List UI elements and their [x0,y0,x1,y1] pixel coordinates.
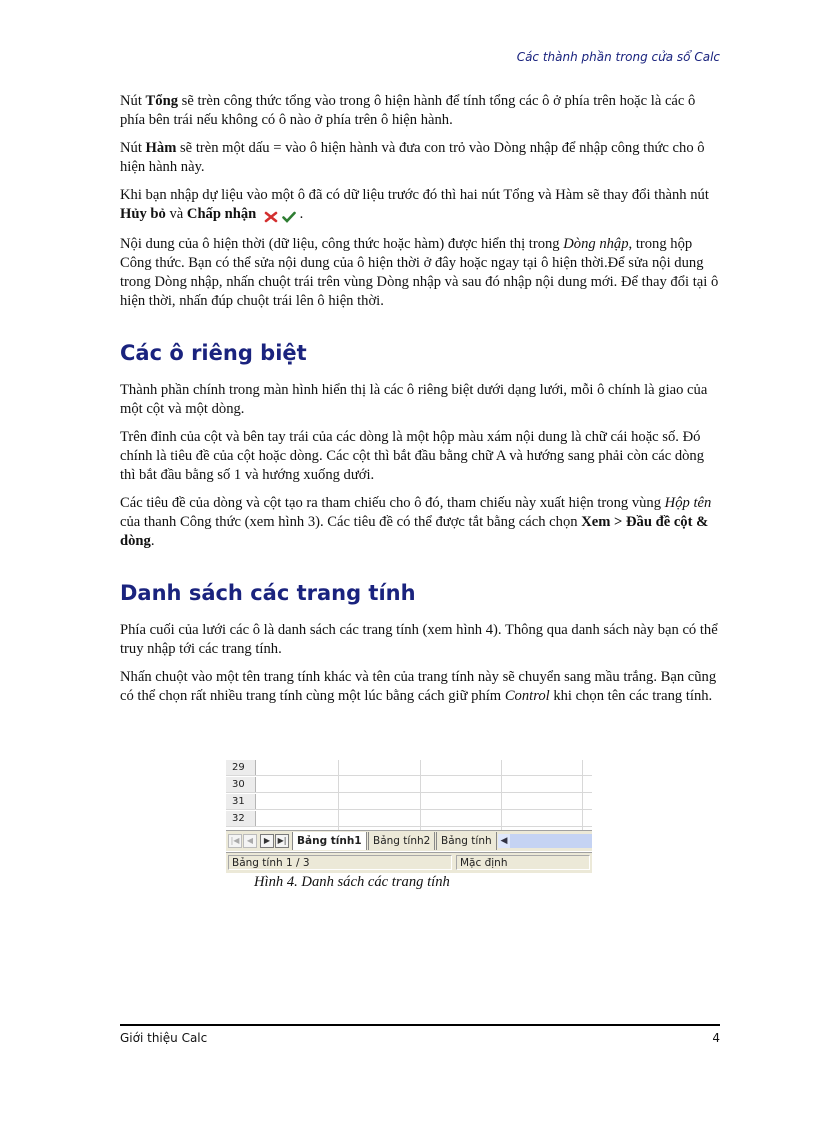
row-header[interactable]: 31 [226,794,256,809]
cell-grid [226,760,592,830]
first-sheet-icon[interactable]: |◀ [228,834,242,848]
next-sheet-icon[interactable]: ▶ [260,834,274,848]
section-heading-sheets: Danh sách các trang tính [120,581,416,605]
paragraph-cells-headers: Trên đỉnh của cột và bên tay trái của các dòng là một hộp màu xám nội dung là chữ cái hoặc số. Đó chính là tiêu đề của cột hoặc dòng. Các cột thì bắt đầu bằng chữ A và hướng sang phải còn các dòng thì bắt đầu bằng số 1 và hướng xuống dưới. [120,429,705,483]
paragraph-sum-button: Nút Tổng sẽ trèn công thức tổng vào trong ô hiện hành để tính tổng các ô ở phía trên hoặc là các ô phía bên trái nếu không có ô nào ở phía trên ô hiện hành. [120,93,696,128]
grid-row [226,777,592,793]
italic-term: Hộp tên [664,495,712,511]
tab-sheet-1[interactable]: Bảng tính1 [292,832,367,850]
sheet-tabs-figure [226,760,592,874]
row-header[interactable]: 32 [226,811,256,826]
status-sheet-count: Bảng tính 1 / 3 [228,855,452,870]
bold-term: Hủy bỏ [120,206,166,222]
paragraph-function-button: Nút Hàm sẽ trèn một dấu = vào ô hiện hành và đưa con trỏ vào Dòng nhập để nhập công thức cho ô hiện hành này. [120,140,705,175]
horizontal-scrollbar[interactable] [498,834,592,848]
scroll-left-icon[interactable]: ◀ [498,834,510,848]
paragraph-cancel-accept: Khi bạn nhập dự liệu vào một ô đã có dữ liệu trước đó thì hai nút Tổng và Hàm sẽ thay đổi thành nút Hủy bỏ và Chấp nhận . [120,186,720,226]
paragraph-sheets-select: Nhấn chuột vào một tên trang tính khác và tên của trang tính này sẽ chuyển sang mầu trắng. Bạn cũng có thể chọn rất nhiều trang tính cùng một lúc bằng cách giữ phím Control khi chọn tên các trang tính. [120,669,717,704]
paragraph-cells-grid: Thành phần chính trong màn hình hiển thị là các ô riêng biệt dưới dạng lưới, mỗi ô chính là giao của một cột và một dòng. [120,382,708,417]
prev-sheet-icon[interactable]: ◀ [243,834,257,848]
column-divider [338,760,339,830]
last-sheet-icon[interactable]: ▶| [275,834,289,848]
italic-term: Control [504,688,550,704]
row-header[interactable]: 30 [226,777,256,792]
content [120,92,720,715]
paragraph-input-line: Nội dung của ô hiện thời (dữ liệu, công thức hoặc hàm) được hiển thị trong Dòng nhập, trong hộp Công thức. Bạn có thể sửa nội dung của ô hiện thời ở đây hoặc ngay tại ô hiện thời.Để sửa nội dung trong Dòng nhập, nhấn chuột trái trên vùng Dòng nhập và sau đó nhập nội dung mới. Để thay đổi tại ô hiện thời, nhấn đúp chuột trái lên ô hiện thời. [120,236,719,309]
bold-term: Tổng [145,93,178,109]
sheet-tab-bar [226,830,592,851]
grid-row [226,811,592,827]
section-heading-cells: Các ô riêng biệt [120,341,307,365]
column-divider [420,760,421,830]
bold-term: Chấp nhận [186,206,257,222]
italic-term: Dòng nhập [563,236,629,252]
status-page-style: Mặc định [456,855,590,870]
page-number: 4 [712,1031,720,1045]
footer-title: Giới thiệu Calc [120,1031,208,1045]
grid-row [226,760,592,776]
status-bar [226,852,592,873]
accept-check-icon [282,211,296,223]
column-divider [501,760,502,830]
cancel-accept-icons [264,207,296,226]
footer-rule [120,1024,720,1026]
bold-menu-path: Xem > Đầu đề cột & dòng [120,514,709,549]
paragraph-cells-reference: Các tiêu đề của dòng và cột tạo ra tham chiếu cho ô đó, tham chiếu này xuất hiện trong vùng Hộp tên của thanh Công thức (xem hình 3). Các tiêu đề có thể được tắt bằng cách chọn Xem > Đầu đề cột & dòng. [120,495,712,549]
running-header: Các thành phần trong cửa sổ Calc [516,50,720,64]
tab-sheet-3[interactable]: Bảng tính [436,832,497,850]
bold-term: Hàm [145,140,177,156]
cancel-x-icon [264,211,278,223]
figure-caption: Hình 4. Danh sách các trang tính [254,874,450,890]
row-header[interactable]: 29 [226,760,256,775]
tab-sheet-2[interactable]: Bảng tính2 [368,832,435,850]
paragraph-sheets-list: Phía cuối của lưới các ô là danh sách các trang tính (xem hình 4). Thông qua danh sách này bạn có thể truy nhập tới các trang tính. [120,622,718,657]
grid-row [226,794,592,810]
column-divider [582,760,583,830]
